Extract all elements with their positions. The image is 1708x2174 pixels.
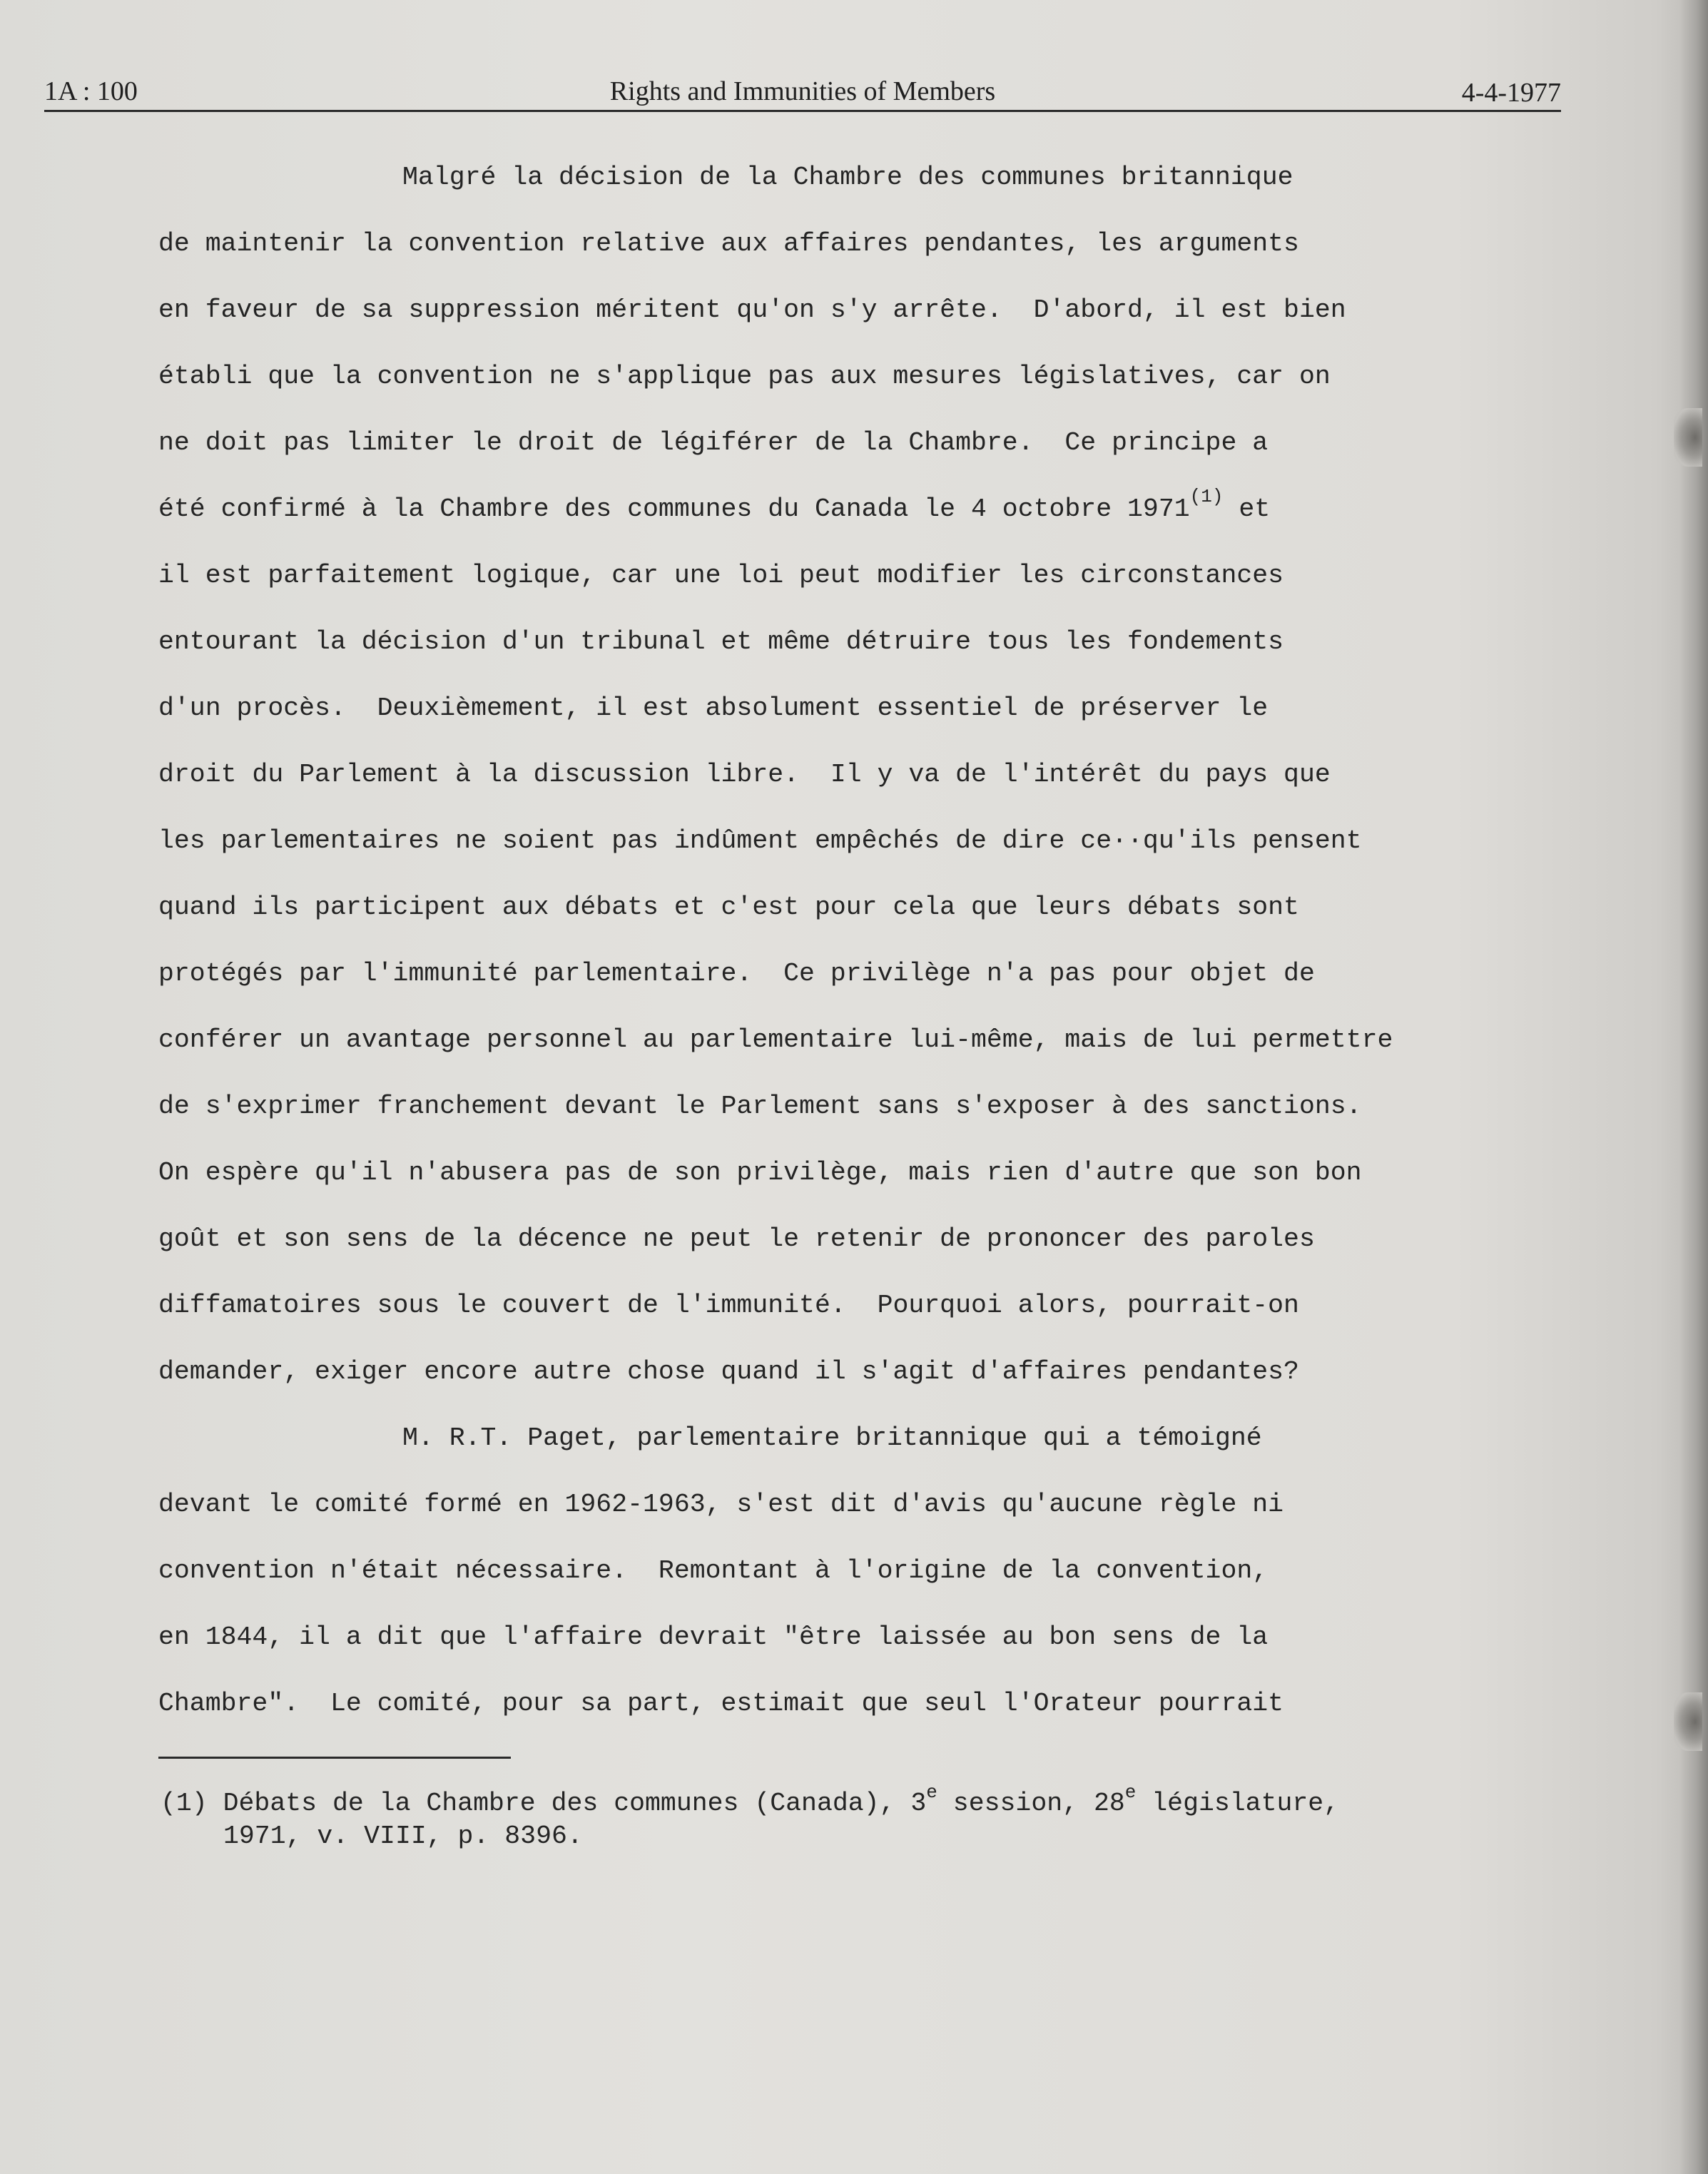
body-line: On espère qu'il n'abusera pas de son privilège, mais rien d'autre que son bon [158, 1158, 1362, 1187]
body-line: goût et son sens de la décence ne peut le retenir de prononcer des paroles [158, 1224, 1315, 1254]
body-line: ne doit pas limiter le droit de légiférer de la Chambre. Ce principe a [158, 428, 1269, 457]
body-line-tail: et [1223, 494, 1271, 524]
binder-hole-top [1674, 408, 1702, 467]
body-line: établi que la convention ne s'applique pas aux mesures législatives, car on [158, 362, 1331, 391]
footnote-line-1 [161, 1782, 1340, 1822]
footnote-marker: (1) [161, 1789, 208, 1818]
body-line: quand ils participent aux débats et c'est pour cela que leurs débats sont [158, 893, 1299, 922]
body-line-text: été confirmé à la Chambre des communes du Canada le 4 octobre 1971 [158, 494, 1190, 524]
body-line: entourant la décision d'un tribunal et même détruire tous les fondements [158, 627, 1284, 656]
body-line: conférer un avantage personnel au parlementaire lui-même, mais de lui permettre [158, 1025, 1393, 1055]
body-line: droit du Parlement à la discussion libre. Il y va de l'intérêt du pays que [158, 760, 1331, 789]
body-line: de maintenir la convention relative aux affaires pendantes, les arguments [158, 229, 1299, 258]
body-line-with-footnote [158, 486, 1271, 527]
binder-hole-bottom [1674, 1692, 1702, 1751]
footnote-text: session, 28 [937, 1789, 1125, 1818]
body-line: M. R.T. Paget, parlementaire britannique qui a témoigné [402, 1423, 1262, 1453]
header-date: 4-4-1977 [1461, 78, 1561, 108]
running-header [44, 73, 1561, 112]
body-line: protégés par l'immunité parlementaire. Ce privilège n'a pas pour objet de [158, 959, 1315, 988]
body-line: demander, exiger encore autre chose quand il s'agit d'affaires pendantes? [158, 1357, 1299, 1386]
body-line: Malgré la décision de la Chambre des communes britannique [402, 163, 1293, 192]
body-line: Chambre". Le comité, pour sa part, estimait que seul l'Orateur pourrait [158, 1689, 1284, 1718]
header-title: Rights and Immunities of Members [609, 76, 996, 106]
footnote-text: Débats de la Chambre des communes (Canada), 3 [223, 1789, 927, 1818]
page-number: 1A : 100 [44, 76, 138, 106]
footnote-line-2: 1971, v. VIII, p. 8396. [223, 1822, 583, 1851]
body-line: en 1844, il a dit que l'affaire devrait "être laissée au bon sens de la [158, 1622, 1269, 1652]
body-line: diffamatoires sous le couvert de l'immunité. Pourquoi alors, pourrait-on [158, 1291, 1299, 1320]
body-line: d'un procès. Deuxièmement, il est absolument essentiel de préserver le [158, 694, 1269, 723]
footnote-divider [158, 1757, 511, 1759]
footnote-text: législature, [1136, 1789, 1340, 1818]
footnote-reference: (1) [1189, 486, 1224, 507]
footnote-superscript: e [1124, 1782, 1137, 1803]
body-line: il est parfaitement logique, car une loi peut modifier les circonstances [158, 561, 1284, 590]
page-edge-shadow [1679, 0, 1708, 2174]
body-line: les parlementaires ne soient pas indûment empêchés de dire ce··qu'ils pensent [158, 826, 1362, 855]
body-line: convention n'était nécessaire. Remontant à l'origine de la convention, [158, 1556, 1269, 1585]
body-line: en faveur de sa suppression méritent qu'on s'y arrête. D'abord, il est bien [158, 295, 1346, 325]
body-line: de s'exprimer franchement devant le Parlement sans s'exposer à des sanctions. [158, 1092, 1362, 1121]
footnote-superscript: e [926, 1782, 937, 1803]
body-line: devant le comité formé en 1962-1963, s'est dit d'avis qu'aucune règle ni [158, 1490, 1284, 1519]
